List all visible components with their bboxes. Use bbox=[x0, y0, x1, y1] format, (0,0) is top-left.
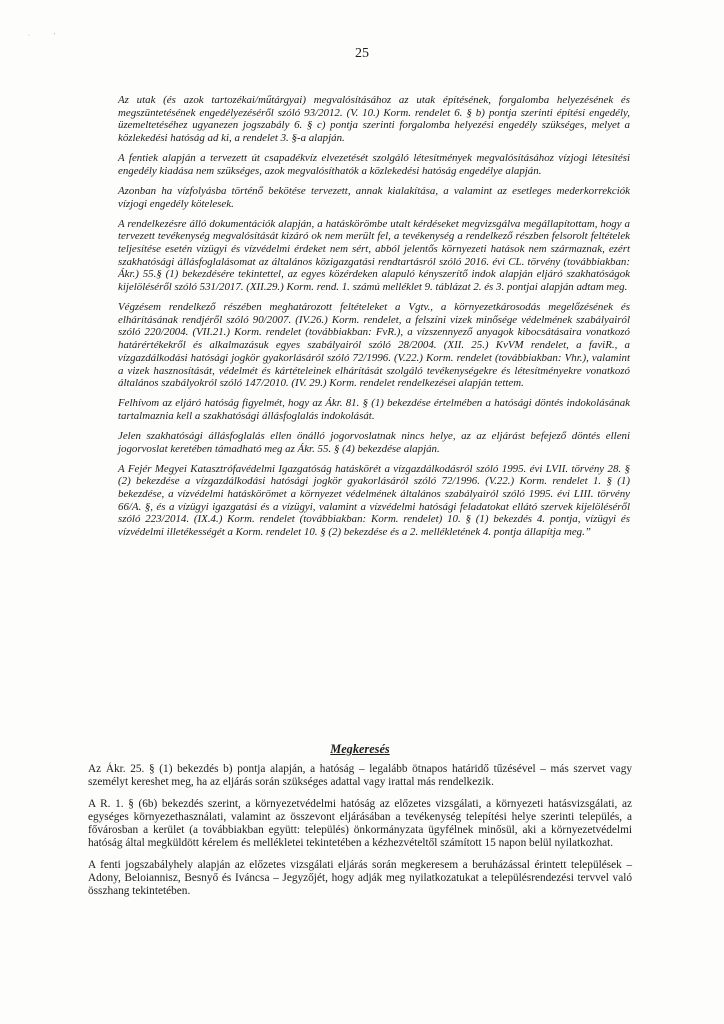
section-heading: Megkeresés bbox=[330, 742, 390, 756]
page-number: 25 bbox=[355, 46, 369, 61]
paragraph: Felhívom az eljáró hatóság figyelmét, hogy az Ákr. 81. § (1) bekezdése értelmében a hatósági döntés indokolásának tartalmaznia kell a szakhatósági állásfoglalás indokolását. bbox=[118, 397, 630, 422]
paragraph: A rendelkezésre álló dokumentációk alapján, a hatáskörömbe utalt kérdéseket megvizsgálva megállapítottam, hogy a tervezett tevékenység megvalósítását kizáró ok nem merült fel, a tevékenység a rendelkező részben felsorolt feltételek teljesítése esetén vízügyi és vízvédelmi érdeket nem sért, abból jelentős környezeti hatások nem származnak, ezért szakhatósági állásfoglalásomat az általános közigazgatási rendtartásról szóló 2016. évi CL. törvény (továbbiakban: Ákr.) 55.§ (1) bekezdésére tekintettel, az egyes közérdeken alapuló kényszerítő indok alapján eljáró szakhatóságok kijelöléséről szóló 531/2017. (XII.29.) Korm. rend. 1. számú melléklet 9. táblázat 2. és 3. pontjai alapján adtam meg. bbox=[118, 217, 630, 294]
paragraph: Jelen szakhatósági állásfoglalás ellen önálló jogorvoslatnak nincs helye, az az eljárást befejező döntés elleni jogorvoslat keretében támadható meg az Ákr. 55. § (4) bekezdése alapján. bbox=[118, 429, 630, 455]
paragraph: A fenti jogszabályhely alapján az előzetes vizsgálati eljárás során megkeresem a beruházással érintett települések – Adony, Beloiannisz, Besnyő és Iváncsa – Jegyzőjét, hogy adják meg nyilatkozatukat a településrendezési tervvel való összhang tekintetében. bbox=[88, 858, 632, 898]
paragraph: A fentiek alapján a tervezett út csapadékvíz elvezetését szolgáló létesítmények megvalósításához vízjogi létesítési engedély kiadása nem szükséges, azok megvalósíthatók a közlekedési hatóság engedélye alapján. bbox=[118, 152, 630, 177]
paragraph: Végzésem rendelkező részében meghatározott feltételeket a Vgtv., a környezetkárosodás megelőzésének és elhárításának rendjéről szóló 90/2007. (IV.26.) Korm. rendelet, a felszíni vizek minősége védelmének szabályairól szóló 220/2004. (VII.21.) Korm. rendelet (továbbiakban: FvR.), a vízszennyező anyagok kibocsátásaira vonatkozó határértékekről és alkalmazásuk egyes szabályairól szóló 28/2004. (XII. 25.) KvVM rendelet, a faviR., a vízgazdálkodási hatósági jogkör gyakorlásáról szóló 72/1996. (V.22.) Korm. rendelet (továbbiakban: Vhr.), valamint a vizek hasznosítását, védelmét és kártételeinek elhárítását szolgáló tevékenységekre és létesítményekre vonatkozó általános szabályokról szóló 147/2010. (IV. 29.) Korm. rendelet rendelkezései alapján tettem. bbox=[118, 301, 630, 390]
request-section bbox=[88, 742, 632, 907]
paragraph: A R. 1. § (6b) bekezdés szerint, a környezetvédelmi hatóság az előzetes vizsgálati, a környezeti hatásvizsgálati, az egységes környezethasználati, valamint az összevont eljárásában a tevékenység telepítési helye szerinti település, a fővárosban a kerület (a továbbiakban együtt: település) önkormányzata ügyfélnek minősül, aki a környezetvédelmi hatóság által megküldött kérelem és mellékletei tekintetében a kézhezvételtől számított 15 napon belül nyilatkozhat. bbox=[88, 797, 632, 850]
quoted-reasoning bbox=[118, 94, 630, 546]
scan-specks: · ' bbox=[28, 33, 56, 39]
paragraph: Az Ákr. 25. § (1) bekezdés b) pontja alapján, a hatóság – legalább ötnapos határidő tűzésével – más szervet vagy személyt kereshet meg, ha az eljárás során szükséges adattal vagy irattal más rendelkezik. bbox=[88, 763, 632, 789]
paragraph: Azonban ha vízfolyásba történő bekötése tervezett, annak kialakítása, a valamint az esetleges mederkorrekciók vízjogi engedély kötelesek. bbox=[118, 184, 630, 210]
paragraph: A Fejér Megyei Katasztrófavédelmi Igazgatóság hatáskörét a vízgazdálkodásról szóló 1995. évi LVII. törvény 28. § (2) bekezdése a vízgazdálkodási hatósági jogkör gyakorlásáról szóló 72/1996. (V.22.) Korm. rendelet 1. § (1) bekezdése, a vízvédelmi hatáskörömet a környezet védelmének általános szabályairól szóló 1995. évi LIII. törvény 66/A. §, és a vízügyi igazgatási és a vízügyi, valamint a vízvédelmi hatósági feladatokat ellátó szervek kijelöléséről szóló 223/2014. (IX.4.) Korm. rendelet (továbbiakban: Korm. rendelet) 10. § (1) bekezdés 4. pontja, vízügyi és vízvédelmi illetékességét a Korm. rendelet 10. § (2) bekezdése és a 2. mellékletének 4. pontja állapítja meg.” bbox=[118, 462, 630, 539]
paragraph: Az utak (és azok tartozékai/műtárgyai) megvalósításához az utak építésének, forgalomba helyezésének és megszüntetésének engedélyezéséről szóló 93/2012. (V. 10.) Korm. rendelet 6. § b) pontja szerinti építési engedély, üzemeltetéséhez ugyanezen jogszabály 6. § c) pontja szerinti forgalomba helyezési engedély szükséges, melyet a közlekedési hatóság ad ki, a rendelet 3. §-a alapján. bbox=[118, 94, 630, 145]
